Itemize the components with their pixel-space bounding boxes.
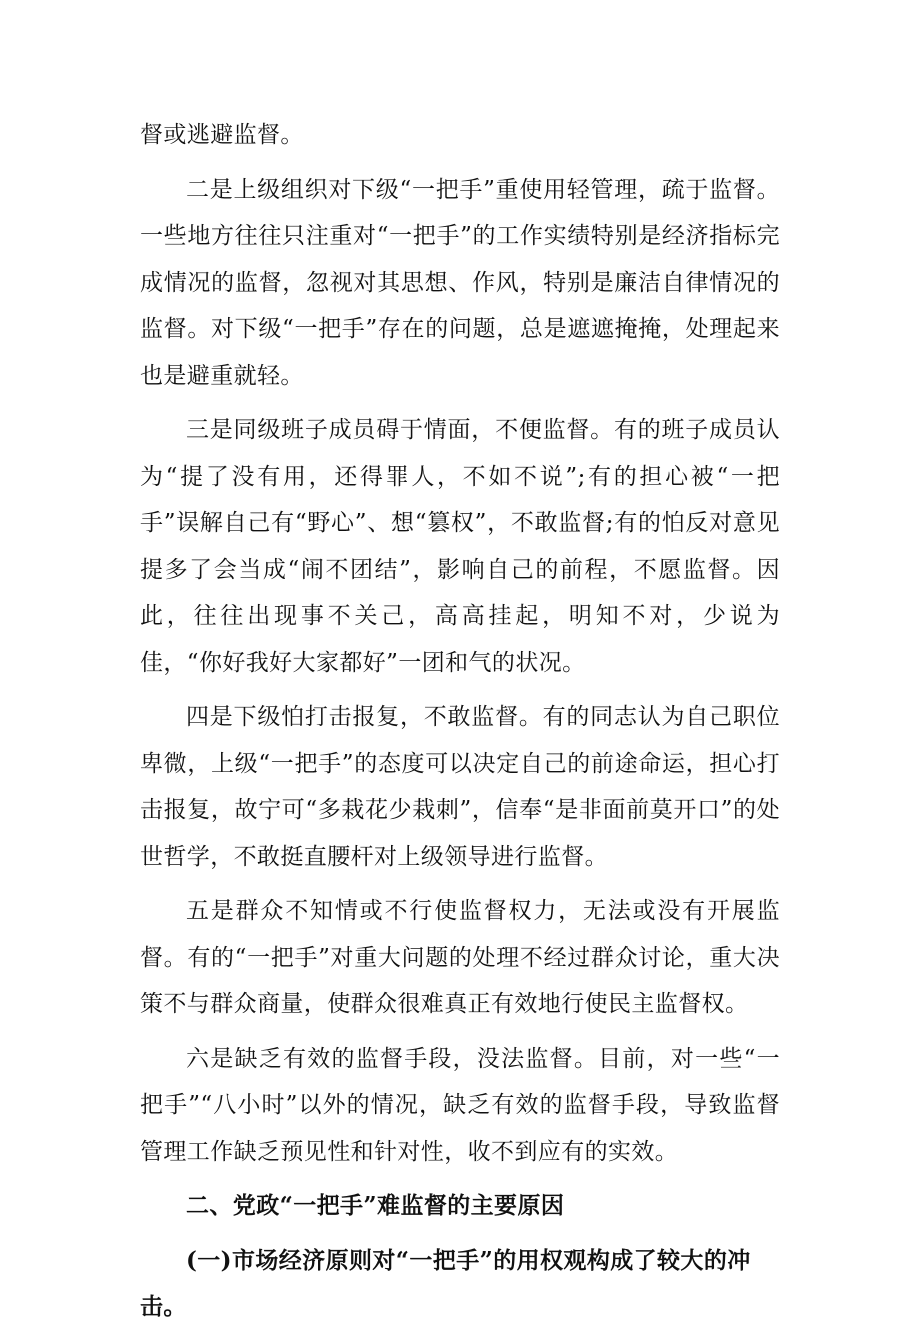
paragraph-point-five: 五是群众不知情或不行使监督权力，无法或没有开展监督。有的“一把手”对重大问题的处理不经过群众讨论，重大决策不与群众商量，使群众很难真正有效地行使民主监督权。	[140, 898, 780, 1017]
paragraph-point-four: 四是下级怕打击报复，不敢监督。有的同志认为自己职位卑微，上级“一把手”的态度可以决定自己的前途命运，担心打击报复，故宁可“多栽花少栽刺”，信奉“是非面前莫开口”的处世哲学，不敢挺直腰杆对上级领导进行监督。	[140, 704, 780, 870]
paragraph-point-three: 三是同级班子成员碍于情面，不便监督。有的班子成员认为“提了没有用，还得罪人，不如不说”;有的担心被“一把手”误解自己有“野心”、想“篡权”，不敢监督;有的怕反对意见提多了会当成“闹不团结”，影响自己的前程，不愿监督。因此，往往出现事不关己，高高挂起，明知不对，少说为佳，“你好我好大家都好”一团和气的状况。	[140, 417, 780, 676]
document-page	[140, 112, 780, 1331]
paragraph-continuation: 督或逃避监督。	[140, 122, 304, 148]
paragraph-point-two: 二是上级组织对下级“一把手”重使用轻管理，疏于监督。一些地方往往只注重对“一把手”的工作实绩特别是经济指标完成情况的监督，忽视对其思想、作风，特别是廉洁自律情况的监督。对下级“一把手”存在的问题，总是遮遮掩掩，处理起来也是避重就轻。	[140, 176, 780, 389]
subsection-heading: (一)市场经济原则对“一把手”的用权观构成了较大的冲击。	[140, 1246, 751, 1320]
paragraph-point-six: 六是缺乏有效的监督手段，没法监督。目前，对一些“一把手”“八小时”以外的情况，缺乏有效的监督手段，导致监督管理工作缺乏预见性和针对性，收不到应有的实效。	[140, 1045, 780, 1165]
section-heading: 二、党政“一把手”难监督的主要原因	[186, 1192, 565, 1219]
